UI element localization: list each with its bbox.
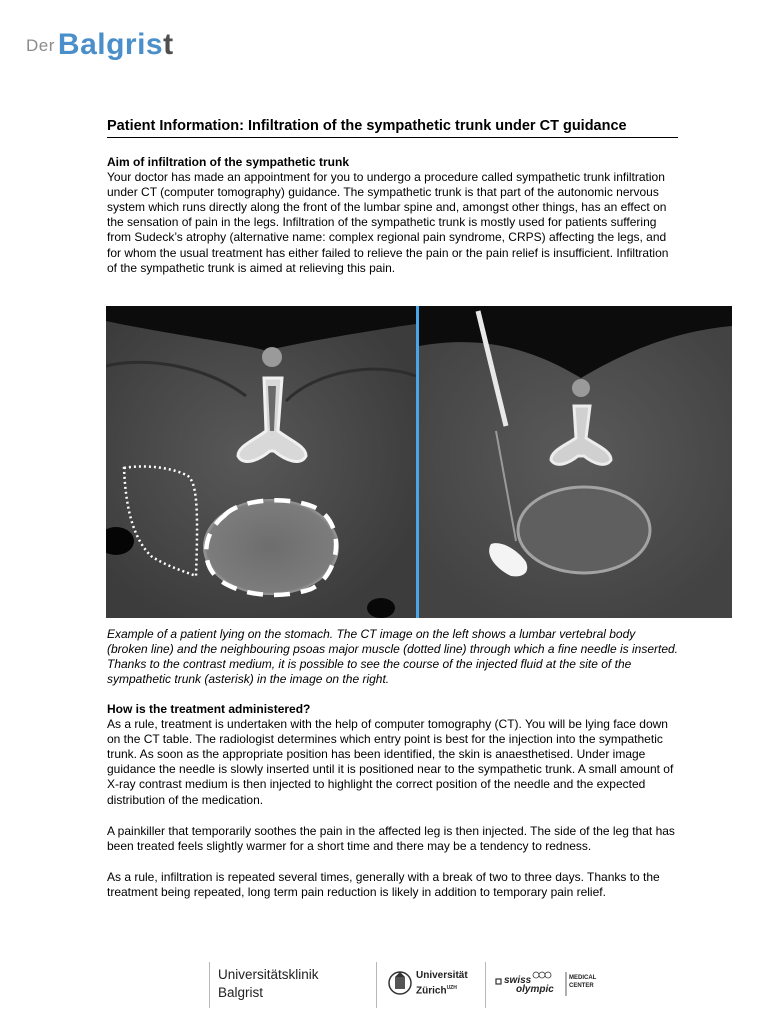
uzh-text (416, 970, 468, 997)
logo-name (58, 28, 174, 61)
treatment-heading: How is the treatment administered? (107, 702, 311, 716)
treatment-body: As a rule, treatment is undertaken with the help of computer tomography (CT). You will be lying face down on the CT table. The radiologist determines which entry point is best for the injection into the sympathetic trunk. As soon as the appropriate position has been identified, the skin is anaesthetised. Under image guidance the needle is slowly inserted until it is positioned near to the sympathetic trunk. A small amount of X-ray contrast medium is then injected to highlight the correct position of the needle and the expected distribution of the medication. (107, 717, 674, 807)
aim-heading: Aim of infiltration of the sympathetic trunk (107, 155, 350, 169)
page-title: Patient Information: Infiltration of the sympathetic trunk under CT guidance (107, 118, 678, 138)
aim-body: Your doctor has made an appointment for you to undergo a procedure called sympathetic trunk infiltration under CT (computer tomography) guidance. The sympathetic trunk is that part of the autonomic nervous system which runs directly along the front of the lumbar spine and, amongst other things, has an effect on the sensation of pain in the legs. Infiltration of the sympathetic trunk is mostly used for patients suffering from Sudeck’s atrophy (alternative name: complex regional pain syndrome, CRPS) affecting the legs, and for whom the usual treatment has either failed to relieve the pain or the pain relief is insufficient. Infiltration of the sympathetic trunk is aimed at relieving this pain. (107, 170, 669, 275)
footer-divider (485, 962, 486, 1008)
uzh-line2: Zürich (416, 985, 447, 997)
so-center: CENTER (569, 983, 594, 989)
painkiller-paragraph: A painkiller that temporarily soothes the pain in the affected leg is then injected. The side of the leg that has been treated feels slightly warmer for a short time and there may be a tendency to redness. (107, 824, 675, 854)
repeat-paragraph: As a rule, infiltration is repeated several times, generally with a break of two to three days. Thanks to the treatment being repeated, long term pain reduction is likely in addition to temporary pain relief. (107, 870, 660, 900)
logo-name-end: t (163, 28, 174, 61)
universitaetsklinik-logo (218, 966, 319, 1002)
uzh-seal-icon (388, 968, 412, 998)
image-divider (416, 306, 419, 618)
ct-scans (106, 306, 732, 618)
figure-caption: Example of a patient lying on the stomach. The CT image on the left shows a lumbar vertebral body (broken line) and the neighbouring psoas major muscle (dotted line) through which a fine needle is inserted. Thanks to the contrast medium, it is possible to see the course of the injected fluid at the site of the sympathetic trunk (asterisk) in the image on the right. (107, 627, 679, 687)
so-olympic: olympic (516, 984, 554, 995)
aim-section (107, 155, 679, 276)
footer-divider (209, 962, 210, 1008)
balgrist-logo (26, 28, 174, 68)
so-swiss: swiss (504, 975, 532, 986)
treatment-section (107, 702, 679, 808)
uk-line2: Balgrist (218, 985, 264, 1000)
so-medical: MEDICAL (569, 975, 597, 981)
logo-name-main: Balgris (57, 28, 164, 61)
ct-left-scan (106, 306, 416, 618)
footer-divider (376, 962, 377, 1008)
uzh-sup: UZH (446, 985, 457, 991)
ct-right-scan (419, 306, 732, 618)
logo-prefix: Der (26, 36, 55, 55)
uzh-line1: Universität (416, 970, 468, 981)
swiss-olympic-logo (494, 970, 597, 998)
uk-line1: Universitätsklinik (218, 967, 319, 982)
ct-image-pair (106, 306, 732, 618)
uzh-logo (388, 968, 468, 1000)
